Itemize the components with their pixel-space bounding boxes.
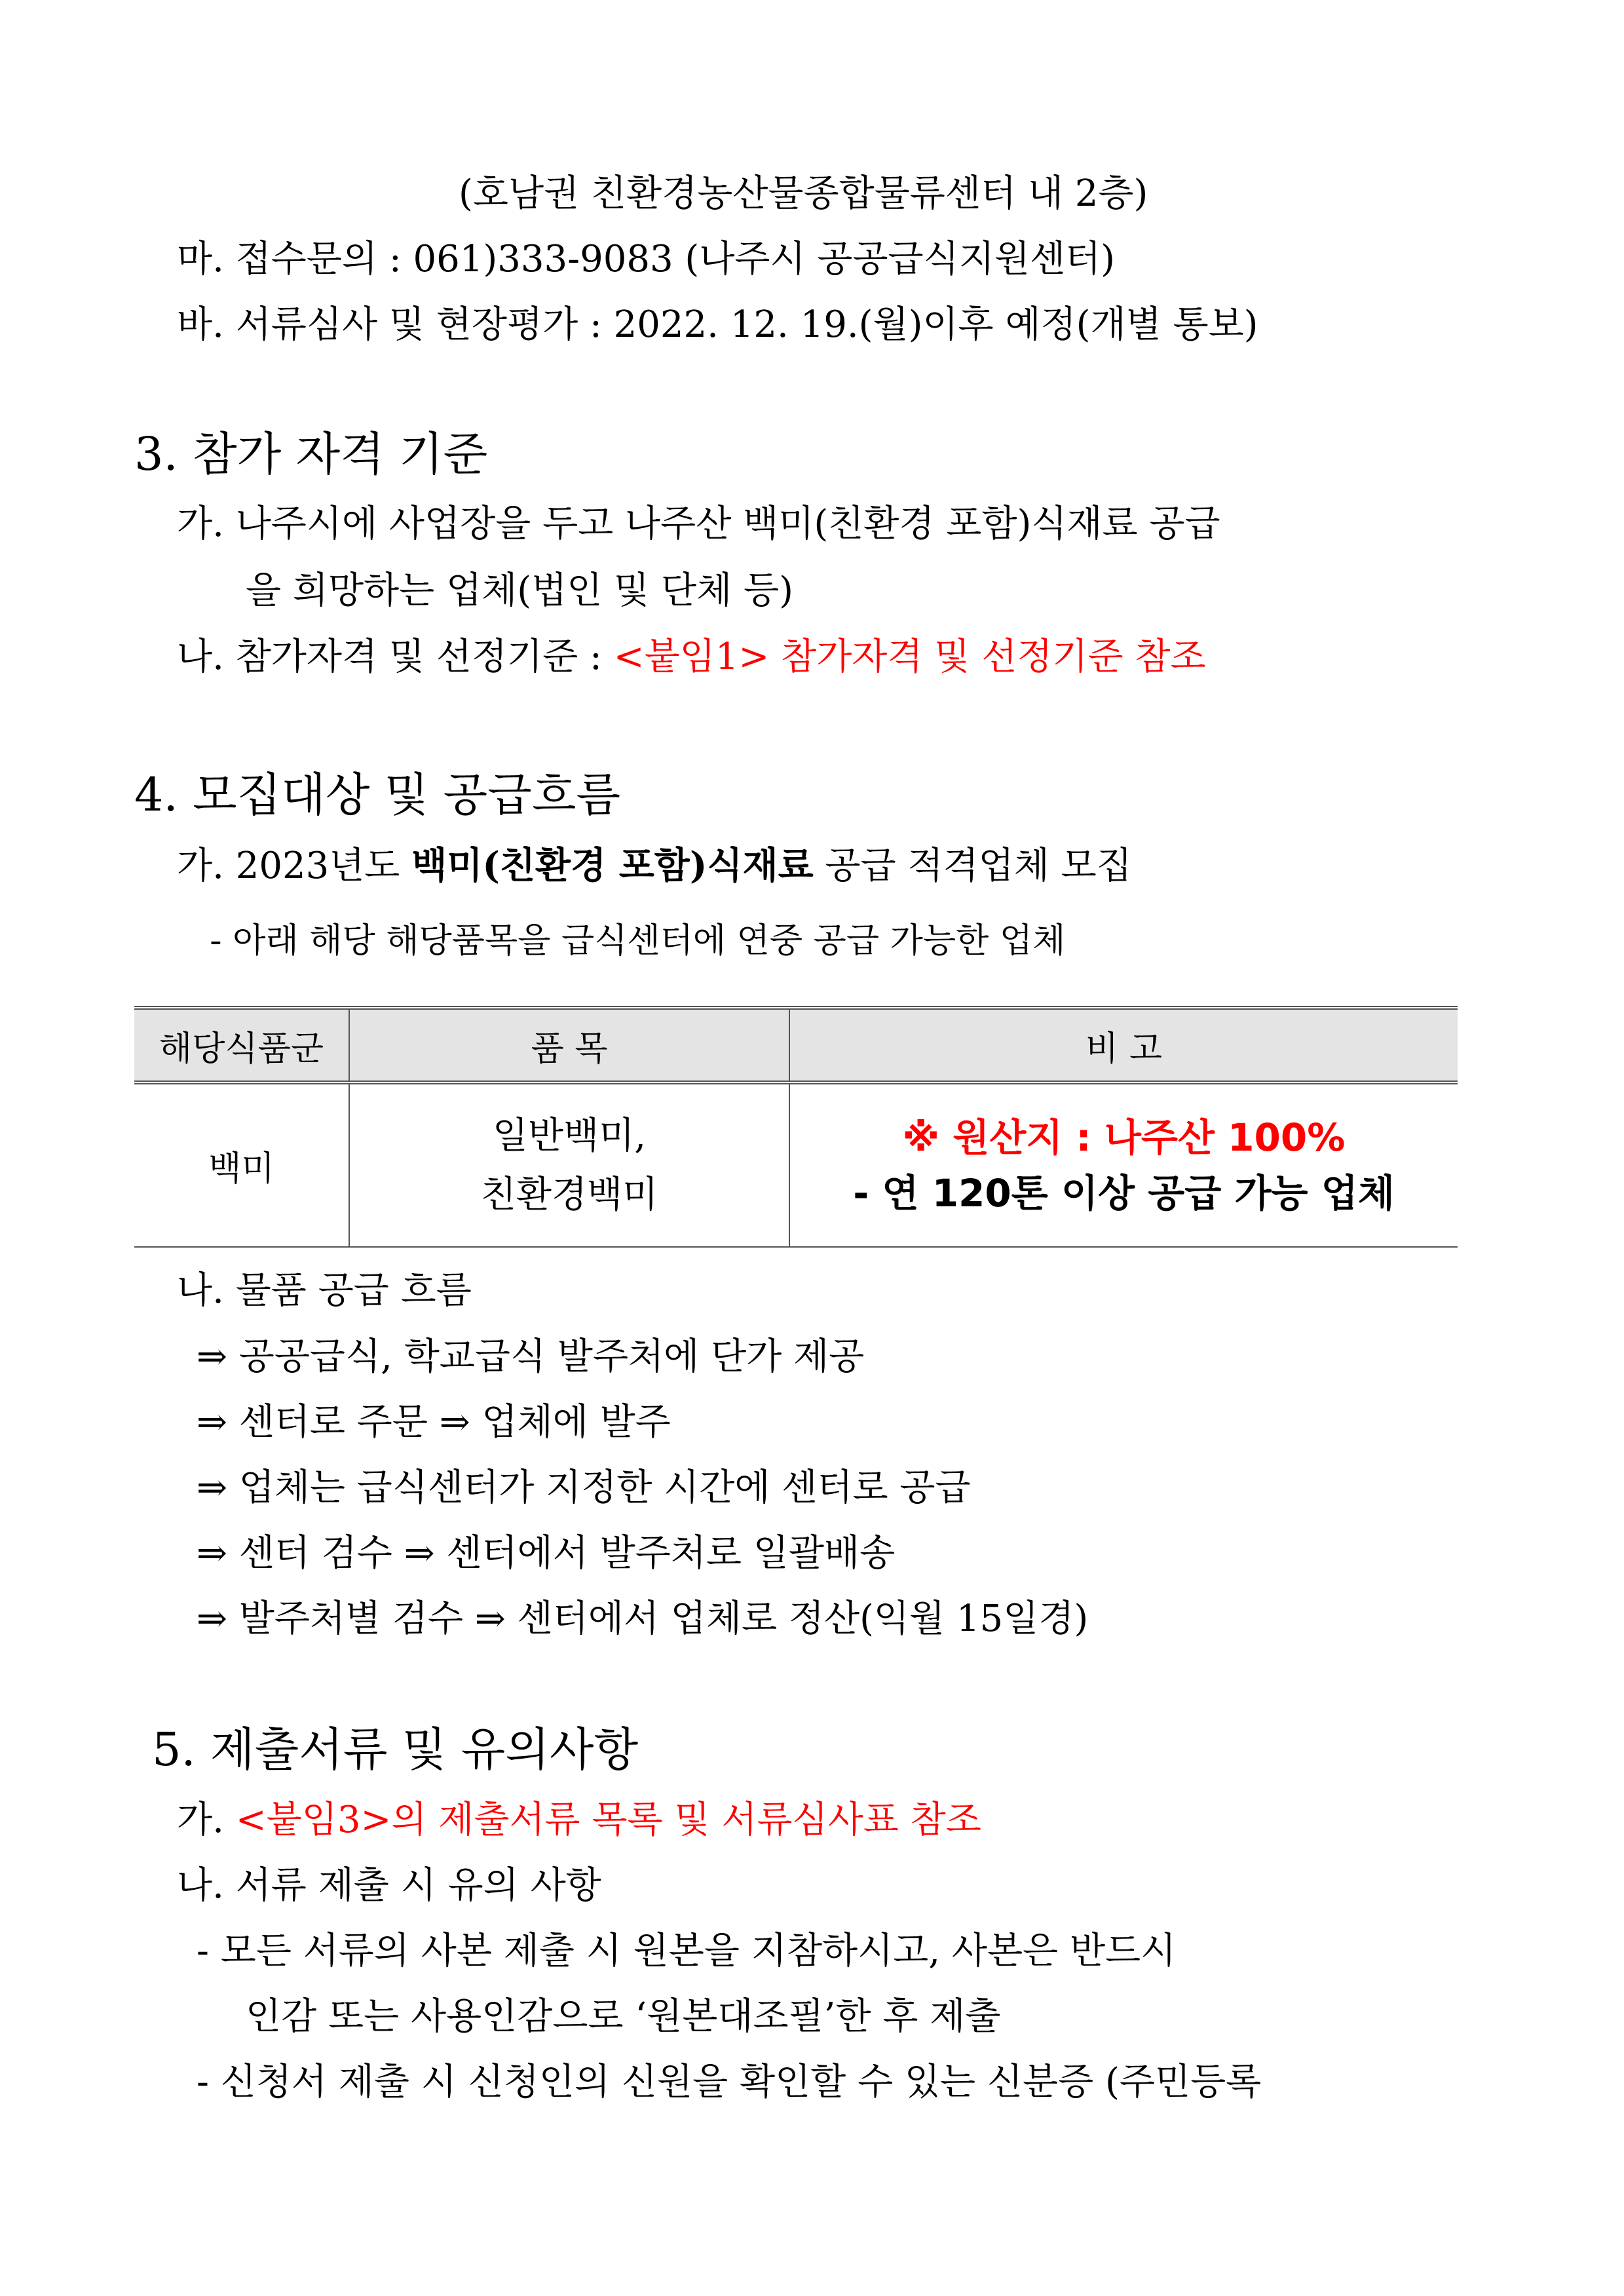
item-table: [134, 1006, 1458, 1248]
address-line: (호남권 친환경농산물종합물류센터 내 2층): [459, 172, 1148, 215]
section-5-heading: 5. 제출서류 및 유의사항: [152, 1723, 639, 1776]
table-header: 비 고: [789, 1008, 1458, 1082]
item-5a-label: 가.: [177, 1799, 236, 1841]
item-4a: [177, 844, 1132, 887]
item-5b-note-2: - 신청서 제출 시 신청인의 신원을 확인할 수 있는 신분증 (주민등록: [197, 2061, 1262, 2103]
section-3-heading: 3. 참가 자격 기준: [134, 427, 488, 481]
item-3b-label: 나. 참가자격 및 선정기준 :: [177, 636, 614, 678]
item-5b-note-1-cont: 인감 또는 사용인감으로 ‘원본대조필’한 후 제출: [246, 1995, 1001, 2038]
table-cell-group: 백미: [134, 1082, 349, 1247]
table-header: 품 목: [349, 1008, 789, 1082]
item-4a-pre: 가. 2023년도: [177, 845, 412, 887]
table-note-2: - 연 120톤 이상 공급 가능 업체: [853, 1170, 1395, 1215]
flow-step-2: ⇒ 센터로 주문 ⇒ 업체에 발주: [197, 1401, 671, 1444]
table-cell-items: [349, 1082, 789, 1247]
table-item-2: 친환경백미: [480, 1173, 658, 1216]
item-4a-bold: 백미(친환경 포함)식재료: [411, 844, 814, 887]
flow-step-3: ⇒ 업체는 급식센터가 지정한 시간에 센터로 공급: [197, 1466, 971, 1509]
item-3a-line2: 을 희망하는 업체(법인 및 단체 등): [246, 569, 793, 612]
item-4a-post: 공급 적격업체 모집: [813, 845, 1132, 887]
item-3a-line1: 가. 나주시에 사업장을 두고 나주산 백미(친환경 포함)식재료 공급: [177, 503, 1220, 545]
item-5a: [177, 1799, 981, 1841]
section-4-heading: 4. 모집대상 및 공급흐름: [134, 768, 621, 822]
item-4a-sub: - 아래 해당 해당품목을 급식센터에 연중 공급 가능한 업체: [210, 921, 1066, 961]
item-5a-ref: <붙임3>의 제출서류 목록 및 서류심사표 참조: [235, 1799, 981, 1841]
item-5b-note-1: - 모든 서류의 사본 제출 시 원본을 지참하시고, 사본은 반드시: [197, 1930, 1177, 1972]
table-row: [134, 1082, 1458, 1247]
table-header: 해당식품군: [134, 1008, 349, 1082]
table-note-1: ※ 원산지 : 나주산 100%: [902, 1115, 1346, 1160]
item-5b: 나. 서류 제출 시 유의 사항: [177, 1864, 601, 1907]
table-cell-note: [789, 1082, 1458, 1247]
table-item-1: 일반백미,: [492, 1114, 647, 1157]
flow-step-1: ⇒ 공공급식, 학교급식 발주처에 단가 제공: [197, 1335, 865, 1378]
item-4b: 나. 물품 공급 흐름: [177, 1269, 472, 1312]
table-header-row: [134, 1008, 1458, 1082]
item-ba-review: 바. 서류심사 및 현장평가 : 2022. 12. 19.(월)이후 예정(개별 통보): [177, 303, 1258, 346]
item-ma-contact: 마. 접수문의 : 061)333-9083 (나주시 공공급식지원센터): [177, 238, 1115, 280]
flow-step-5: ⇒ 발주처별 검수 ⇒ 센터에서 업체로 정산(익월 15일경): [197, 1598, 1089, 1640]
item-3b: [177, 636, 1206, 678]
item-3b-ref: <붙임1> 참가자격 및 선정기준 참조: [613, 636, 1206, 678]
flow-step-4: ⇒ 센터 검수 ⇒ 센터에서 발주처로 일괄배송: [197, 1532, 896, 1575]
